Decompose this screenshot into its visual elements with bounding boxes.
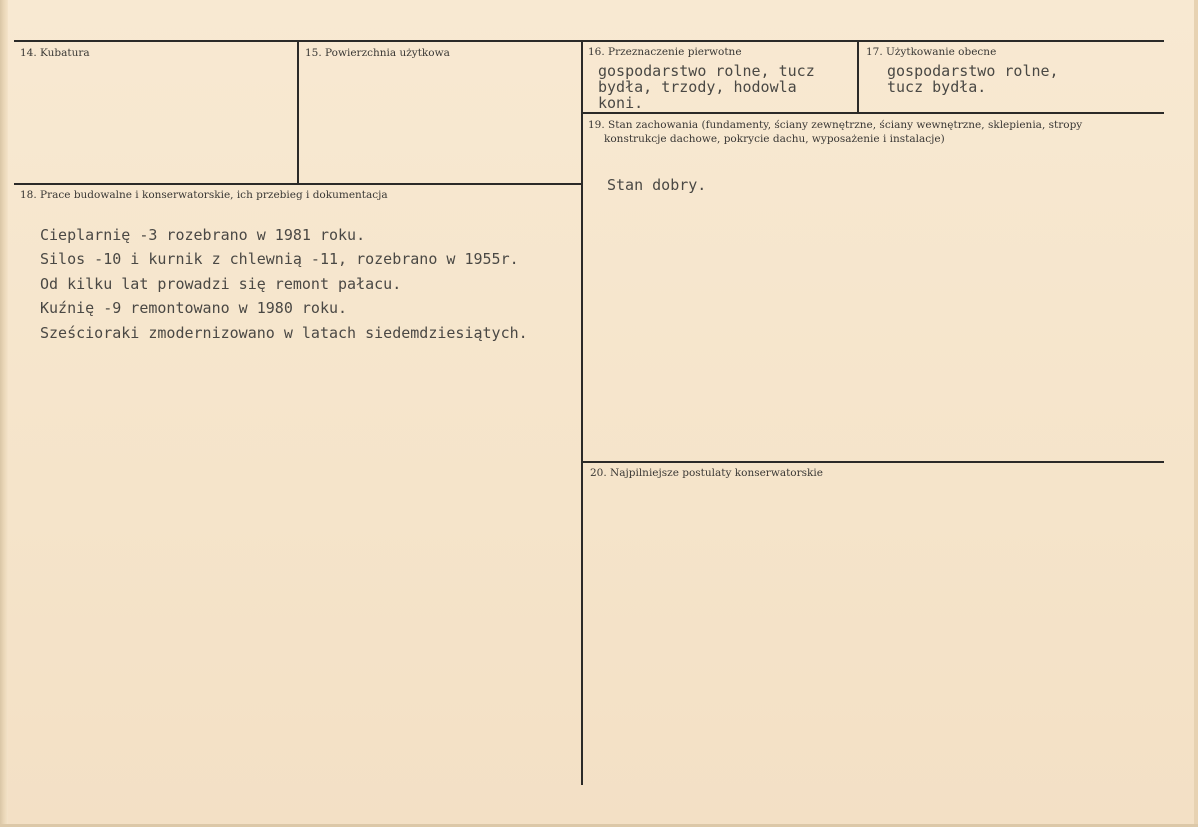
field-18-value-line-1: Cieplarnię -3 rozebrano w 1981 roku. bbox=[40, 226, 366, 244]
field-17-label: 17. Użytkowanie obecne bbox=[866, 46, 997, 58]
field-19-label-line-1: 19. Stan zachowania (fundamenty, ściany zewnętrzne, ściany wewnętrzne, sklepienia, stropy bbox=[588, 119, 1083, 131]
field-16-value-line-2: bydła, trzody, hodowla bbox=[598, 78, 797, 96]
top-border-line bbox=[14, 40, 1164, 42]
line-above-20 bbox=[582, 461, 1164, 463]
field-18-value-line-3: Od kilku lat prowadzi się remont pałacu. bbox=[40, 275, 402, 293]
line-above-18 bbox=[14, 183, 582, 185]
card-right-edge bbox=[1194, 0, 1198, 827]
field-16-value-line-3: koni. bbox=[598, 94, 644, 112]
field-16-label: 16. Przeznaczenie pierwotne bbox=[588, 46, 742, 58]
field-17-value-line-2: tucz bydła. bbox=[887, 78, 987, 96]
card-left-edge bbox=[0, 0, 8, 827]
line-above-19 bbox=[582, 112, 1164, 114]
field-18-label: 18. Prace budowalne i konserwatorskie, ich przebieg i dokumentacja bbox=[20, 189, 388, 201]
field-18-value-line-5: Sześcioraki zmodernizowano w latach siedemdziesiątych. bbox=[40, 324, 528, 342]
field-15-label: 15. Powierzchnia użytkowa bbox=[305, 47, 450, 59]
field-16-value-line-1: gospodarstwo rolne, tucz bbox=[598, 62, 815, 80]
field-20-label: 20. Najpilniejsze postulaty konserwatorskie bbox=[590, 467, 823, 479]
field-18-value-line-2: Silos -10 i kurnik z chlewnią -11, rozebrano w 1955r. bbox=[40, 250, 519, 268]
main-column-divider bbox=[581, 41, 583, 785]
divider-14-15 bbox=[297, 41, 299, 184]
field-19-label-line-2: konstrukcje dachowe, pokrycie dachu, wyposażenie i instalacje) bbox=[604, 133, 945, 145]
divider-16-17 bbox=[857, 41, 859, 113]
field-14-label: 14. Kubatura bbox=[20, 47, 90, 59]
field-18-value-line-4: Kuźnię -9 remontowano w 1980 roku. bbox=[40, 299, 348, 317]
field-19-value: Stan dobry. bbox=[607, 176, 707, 194]
field-17-value-line-1: gospodarstwo rolne, bbox=[887, 62, 1059, 80]
